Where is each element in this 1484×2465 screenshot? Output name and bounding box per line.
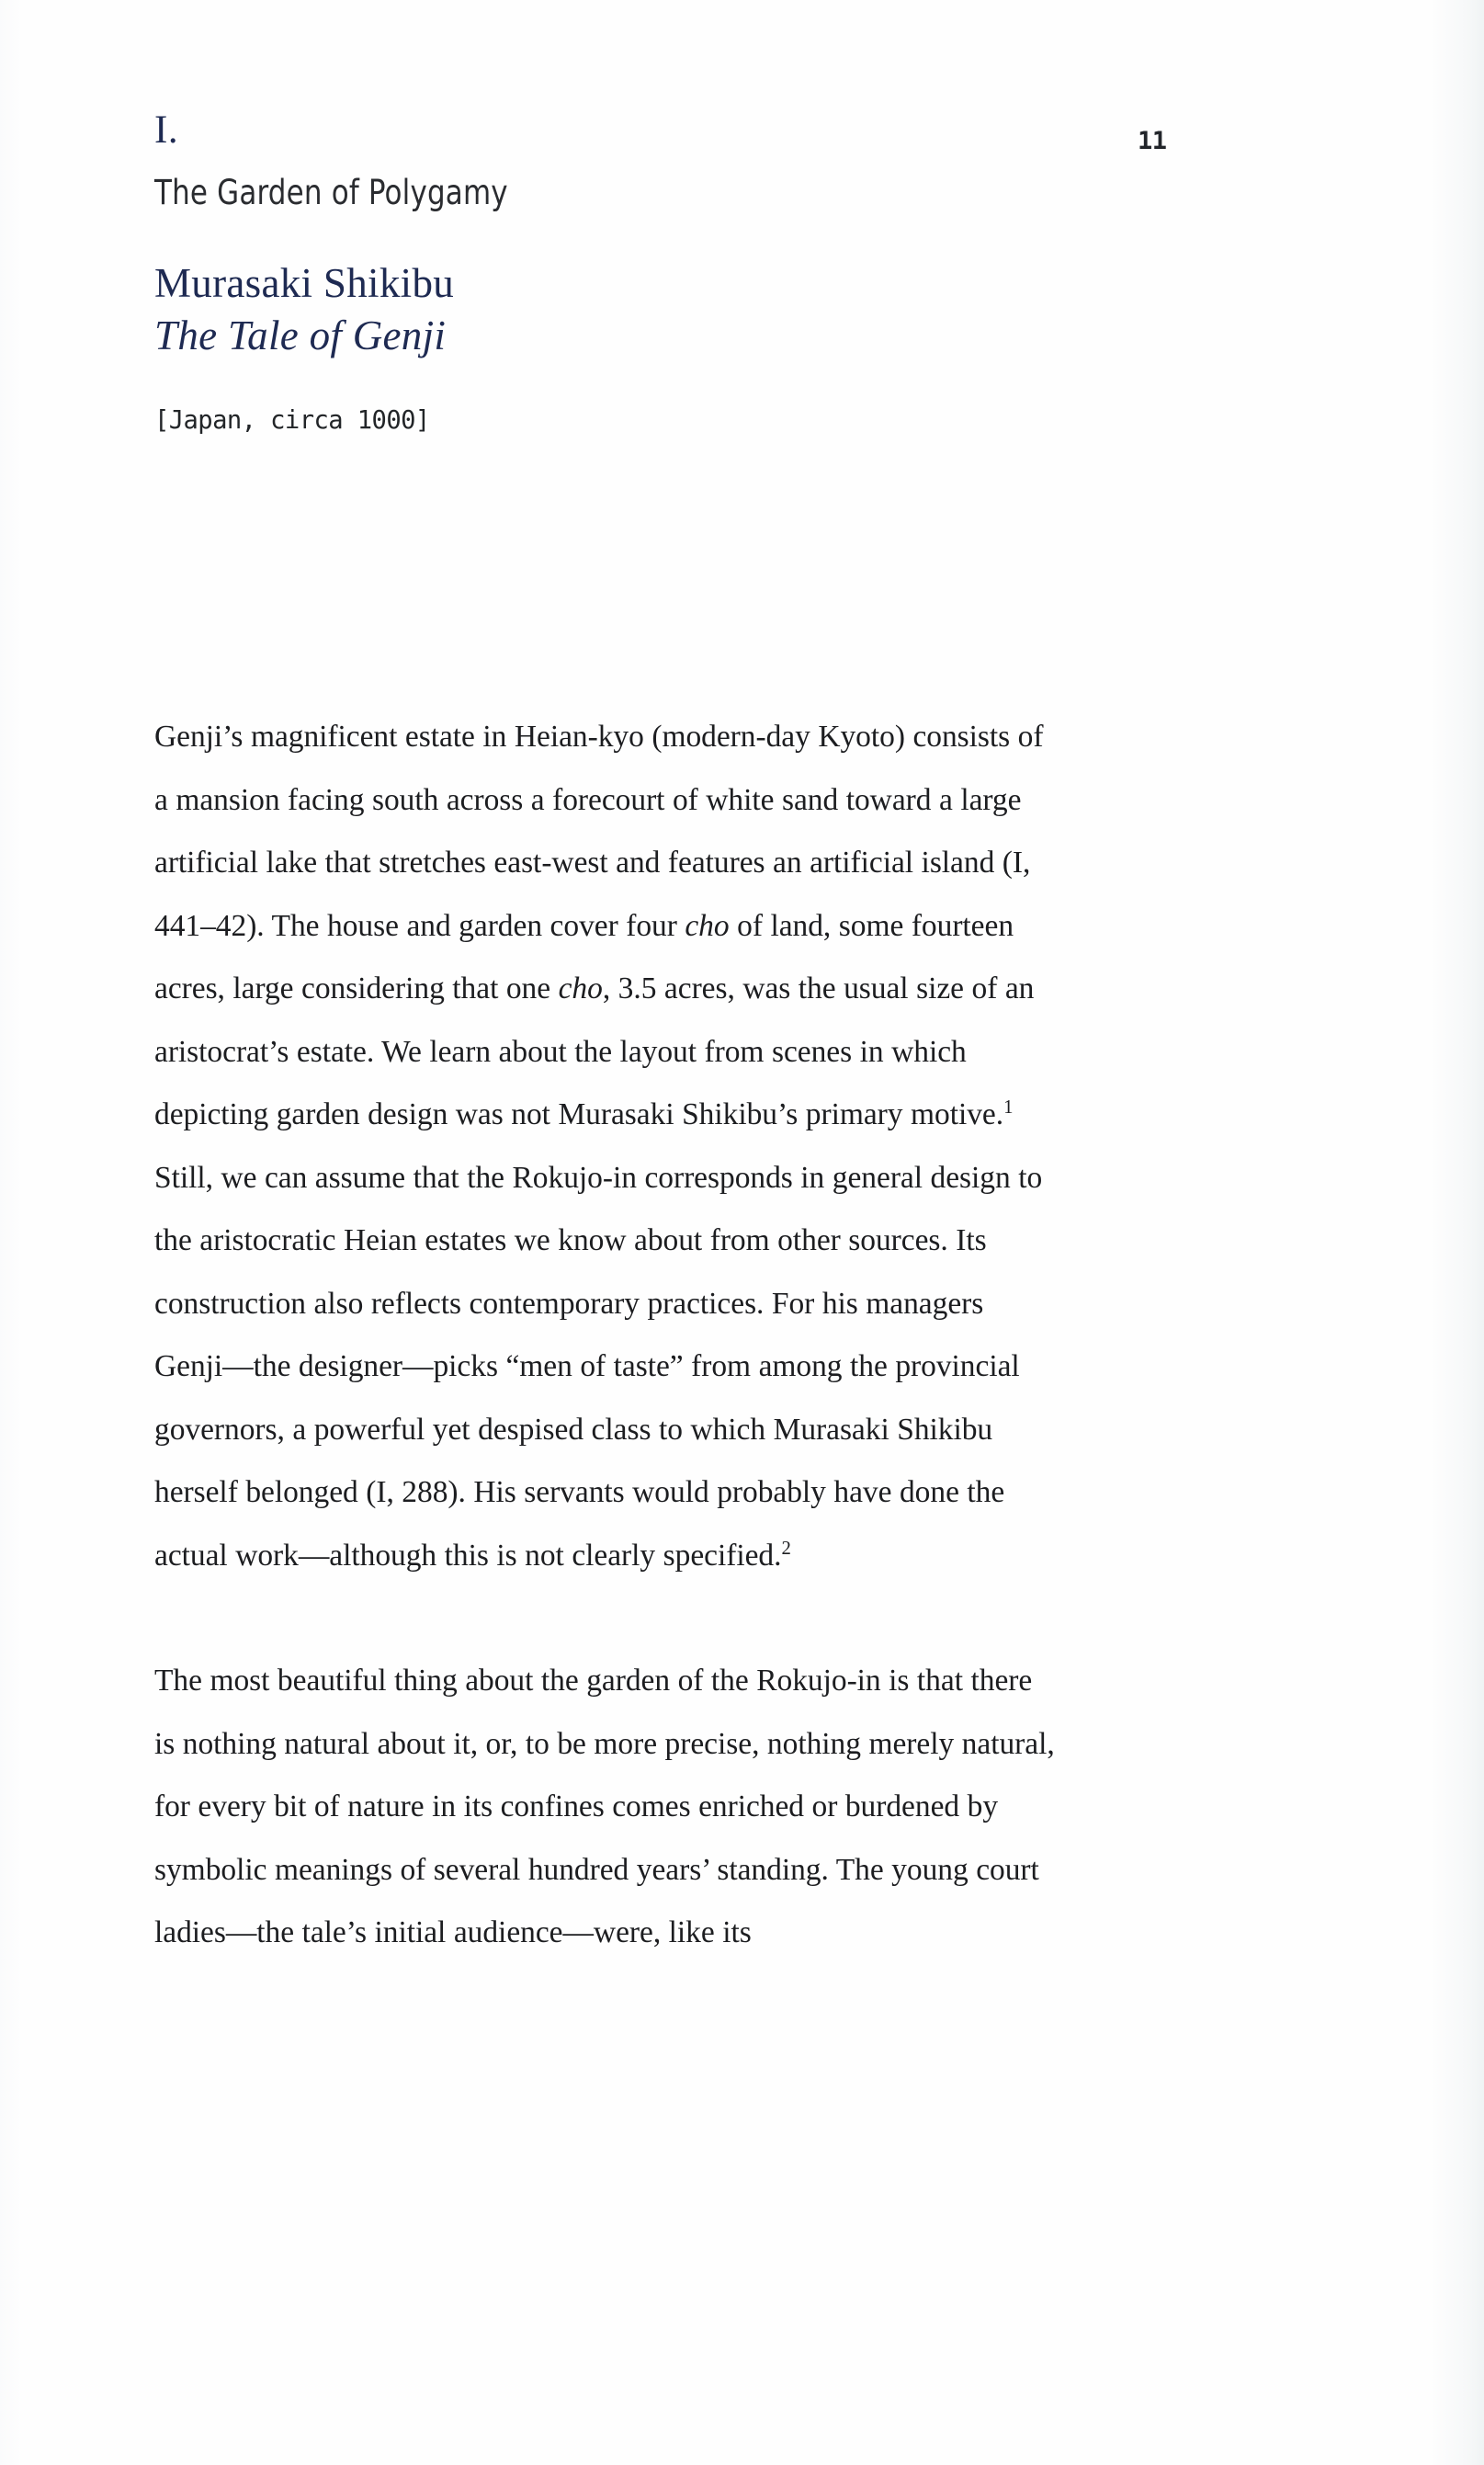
author-name: Murasaki Shikibu: [154, 259, 455, 306]
body-text: [154, 706, 1055, 1965]
text-run: of land, some fourteen acres, large considering that one: [154, 908, 1014, 1005]
footnote-marker[interactable]: 2: [781, 1537, 791, 1559]
text-run: Genji’s magnificent estate in Heian-kyo (modern-day Kyoto) consists of a mansion facing south across a forecourt of white sand toward a large artificial lake that stretches east-west and features an artificial island (I, 441–42). The house and garden cover four: [154, 720, 1044, 943]
text-run: , 3.5 acres, was the usual size of an aristocrat’s estate. We learn about the layout from scenes in which depicting garden design was not Murasaki Shikibu’s primary motive.: [154, 971, 1035, 1131]
text-run: Still, we can assume that the Rokujo-in corresponds in general design to the aristocratic Heian estates we know about from other sources. Its construction also reflects contemporary practices. For his managers Genji—the designer—picks “men of taste” from among the provincial governors, a powerful yet despised class to which Murasaki Shikibu herself belonged (I, 288). His servants would probably have done the actual work—although this is not clearly specified.: [154, 1160, 1043, 1573]
italic-term: cho: [558, 971, 603, 1005]
provenance-line: [Japan, circa 1000]: [154, 404, 430, 436]
chapter-header: [154, 110, 1092, 435]
scan-edge-right: [1429, 0, 1484, 2465]
paragraph-2: [154, 1650, 1055, 1965]
work-title: The Tale of Genji: [154, 312, 447, 359]
footnote-marker[interactable]: 1: [1003, 1096, 1014, 1118]
paragraph-1: [154, 706, 1055, 1587]
italic-term: cho: [685, 908, 730, 943]
chapter-title: The Garden of Polygamy: [154, 173, 508, 212]
text-run: The most beautiful thing about the garden of the Rokujo-in is that there is nothing natural about it, or, to be more precise, nothing merely natural, for every bit of nature in its confines comes enriched or burdened by symbolic meanings of several hundred years’ standing. The young court ladies—the tale’s initial audience—were, like its: [154, 1664, 1055, 1949]
chapter-number: I.: [154, 108, 179, 152]
page-number: 11: [1138, 127, 1167, 155]
scan-edge-left: [0, 0, 24, 2465]
